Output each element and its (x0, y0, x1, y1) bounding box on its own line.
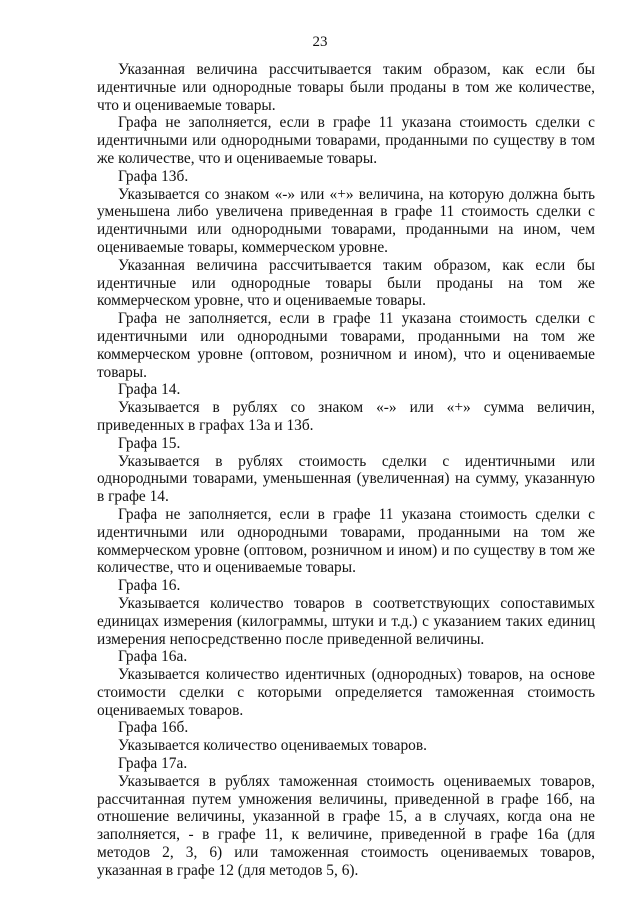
paragraph: Указывается в рублях со знаком «-» или «+» сумма величин, приведенных в графах 13а и 13б. (97, 399, 595, 434)
paragraph: Указанная величина рассчитывается таким образом, как если бы идентичные или однородные товары были проданы на том же коммерческом уровне, что и оцениваемые товары. (97, 256, 595, 310)
section-heading: Графа 14. (118, 381, 181, 399)
section-heading: Графа 16б. (118, 719, 189, 737)
paragraph: Указывается количество идентичных (однородных) товаров, на основе стоимости сделки с которыми определяется таможенная стоимость оцениваемых товаров. (97, 666, 595, 719)
paragraph: Указанная величина рассчитывается таким образом, как если бы идентичные или однородные товары были проданы в том же количестве, что и оцениваемые товары. (97, 61, 595, 114)
section-heading: Графа 16а. (118, 648, 188, 666)
page-number: 23 (312, 34, 328, 50)
paragraph: Указывается со знаком «-» или «+» величина, на которую должна быть уменьшена либо увеличена приведенная в графе 11 стоимость сделки с идентичными или однородными товарами, проданными на ином, чем оцениваемые товары, коммерческом уровне. (97, 185, 595, 256)
paragraph: Графа не заполняется, если в графе 11 указана стоимость сделки с идентичными или однородными товарами, проданными на том же коммерческом уровне (оптовом, розничном и ином), что и оцениваемые товары. (97, 310, 595, 381)
section-heading: Графа 15. (118, 434, 181, 452)
paragraph: Графа не заполняется, если в графе 11 указана стоимость сделки с идентичными или однородными товарами, проданными по существу в том же количестве, что и оцениваемые товары. (97, 114, 595, 167)
paragraph: Указывается количество товаров в соответствующих сопоставимых единицах измерения (килограммы, штуки и т.д.) с указанием таких единиц измерения непосредственно после приведенной величины. (97, 594, 595, 648)
paragraph: Указывается в рублях стоимость сделки с идентичными или однородными товарами, уменьшенная (увеличенная) на сумму, указанную в графе 14. (97, 452, 595, 506)
section-heading: Графа 16. (118, 577, 181, 595)
paragraph: Указывается количество оцениваемых товаров. (118, 737, 427, 755)
paragraph: Указывается в рублях таможенная стоимость оцениваемых товаров, рассчитанная путем умножения величины, приведенной в графе 16б, на отношение величины, указанной в графе 15, а в случаях, когда она не заполняется, - в графе 11, к величине, приведенной в графе 16а (для методов 2, 3, 6) или таможенная стоимость оцениваемых товаров, указанная в графе 12 (для методов 5, 6). (97, 772, 595, 879)
document-body (97, 61, 595, 880)
section-heading: Графа 17а. (118, 755, 188, 773)
paragraph: Графа не заполняется, если в графе 11 указана стоимость сделки с идентичными или однородными товарами, проданными на том же коммерческом уровне (оптовом, розничном и ином) и по существу в том же количестве, что и оцениваемые товары. (97, 505, 595, 577)
section-heading: Графа 13б. (118, 167, 189, 185)
